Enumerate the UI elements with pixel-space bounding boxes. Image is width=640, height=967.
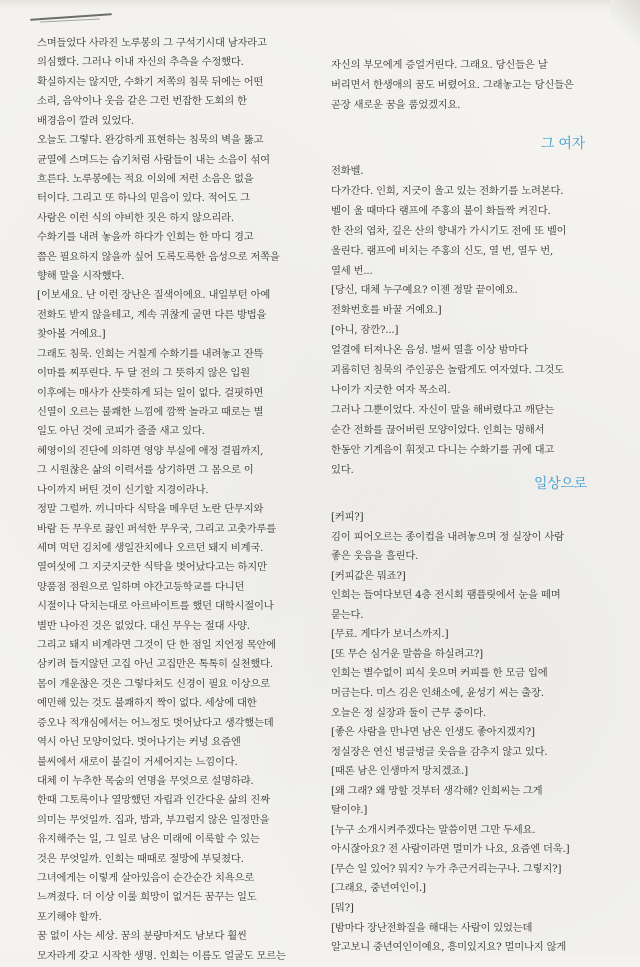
text-line: 곧장 새로운 꿈을 품었겠지요. bbox=[331, 98, 461, 111]
text-line: 의미는 무엇일까. 집과, 밥과, 부끄럽지 않은 일정만을 bbox=[37, 813, 270, 826]
text-line: 버리면서 한생애의 꿈도 버렸어요. 그래놓고는 당신들은 bbox=[331, 78, 574, 91]
text-line: 이마를 찌푸린다. 두 달 전의 그 뜻하지 않은 입원 bbox=[37, 367, 250, 380]
text-line: 얼결에 터져나온 음성. 벌써 열흘 이상 밤마다 bbox=[331, 344, 528, 357]
text-line: 몸이 개운찮은 것은 그렇다쳐도 신경이 필요 이상으로 bbox=[37, 677, 270, 690]
text-line: 정실장은 연신 벙글벙글 웃음을 감추지 않고 있다. bbox=[331, 745, 548, 758]
text-line: 나이까지 버틴 것이 신기할 지경이라나. bbox=[37, 483, 209, 496]
text-line: [뭐?] bbox=[331, 902, 354, 914]
text-line: [그래요, 중년여인이.] bbox=[331, 882, 426, 895]
section-heading-ilsang-euro: 일상으로 bbox=[534, 476, 587, 492]
text-line: 자신의 부모에게 증얼거린다. 그래요. 당신들은 날 bbox=[331, 59, 548, 71]
text-line: 알고보니 중년여인이예요, 흥미있지요? 멀미나지 않게 bbox=[331, 941, 567, 954]
text-line: 전화도 받지 않을테고, 계속 귀찮게 굴면 다른 방법을 bbox=[37, 308, 267, 321]
text-line: 의심했다. 그러나 이내 자신의 추측을 수정했다. bbox=[37, 56, 244, 69]
text-line: 흐른다. 노루봉에는 적요 이외에 저런 소음은 없을 bbox=[37, 172, 254, 185]
text-line: 배경음이 깔려 있었다. bbox=[37, 114, 134, 127]
text-line: [누구 소개시켜주겠다는 말씀이면 그만 두세요. bbox=[331, 823, 536, 836]
text-line: 전화벨. bbox=[331, 165, 364, 177]
text-line: 신열이 오르는 불쾌한 느낌에 깜짝 놀라고 때로는 별 bbox=[37, 405, 264, 418]
text-line: [커피?] bbox=[331, 511, 364, 523]
text-line: 인희는 들여다보던 4층 전시회 팸플릿에서 눈을 떼며 bbox=[331, 589, 561, 602]
text-line: 향해 말을 시작했다. bbox=[37, 270, 125, 283]
text-line: 수화기를 내려 놓을까 하다가 인희는 한 마디 경고 bbox=[37, 231, 254, 244]
text-line: 나이가 지긋한 여자 목소리. bbox=[331, 383, 451, 396]
text-line: 별반 나아진 것은 없었다. 대신 무우는 절대 사양. bbox=[37, 619, 250, 632]
text-line: [왜 그래? 왜 망할 것부터 생각해? 인희씨는 그게 bbox=[331, 784, 543, 797]
text-line: 한동안 기계음이 휘젓고 다니는 수화기를 귀에 대고 bbox=[331, 443, 555, 456]
text-line: [무슨 일 있어? 뭐지? 누가 추근거리는구나. 그렇지?] bbox=[331, 862, 562, 875]
text-line: 그 시원찮은 삶의 이력서를 상기하면 그 몸으로 이 bbox=[37, 464, 254, 477]
text-line: 시절이나 닥치는대로 아르바이트를 했던 대학시절이나 bbox=[37, 600, 274, 613]
text-line: 한때 그토록이나 열망했던 자립과 인간다운 삶의 진짜 bbox=[37, 794, 270, 807]
text-line: [좋은 사람을 만나면 남은 인생도 좋아지겠지?] bbox=[331, 726, 535, 739]
text-line: 찾아볼 거예요.] bbox=[37, 328, 106, 341]
text-line: [무료. 게다가 보너스까지.] bbox=[331, 628, 449, 641]
text-line: 탈이야.] bbox=[331, 804, 368, 817]
text-line: 증오나 적개심에서는 어느정도 벗어났다고 생각했는데 bbox=[37, 716, 274, 729]
text-line: 터이다. 그리고 또 하나의 믿음이 있다. 적어도 그 bbox=[37, 192, 250, 205]
text-line: 울린다. 램프에 비치는 주홍의 신도, 열 번, 열두 번, bbox=[331, 244, 554, 257]
text-line: [때론 남은 인생마저 망치겠죠.] bbox=[331, 765, 468, 778]
text-line: 양품점 점원으로 일하며 야간고등학교를 다니던 bbox=[37, 580, 245, 593]
text-line: 혜영이의 진단에 의하면 영양 부실에 애정 결핍까지, bbox=[37, 444, 264, 457]
text-line: 불씨에서 새로이 불길이 거세어지는 느낌이다. bbox=[37, 755, 238, 768]
text-line: 한 잔의 엽차, 깊은 산의 향내가 가시기도 전에 또 벨이 bbox=[331, 224, 567, 237]
page-curl-corner bbox=[610, 0, 640, 55]
text-line: 인희는 별수없이 피식 웃으며 커피를 한 모금 입에 bbox=[331, 667, 548, 680]
text-line: 쯤은 필요하지 않을까 싶어 도록도록한 음성으로 저쪽을 bbox=[37, 250, 280, 263]
text-line: 사람은 이런 식의 야비한 짓은 하지 않으리라. bbox=[37, 211, 234, 224]
text-line: 확실하지는 않지만, 수화기 저쪽의 침묵 뒤에는 어떤 bbox=[37, 75, 264, 88]
text-line: [밤마다 장난전화질을 해대는 사람이 있었는데 bbox=[331, 921, 533, 934]
text-line: 모자라게 갖고 시작한 생명. 인희는 이름도 얼굴도 모르는 bbox=[37, 949, 286, 962]
text-line: 스며들었다 사라진 노루봉의 그 구석기시대 남자라고 bbox=[37, 37, 267, 49]
text-line: [아니, 잠깐?...] bbox=[331, 324, 399, 337]
text-line: 열여섯에 그 지긋지긋한 식탁을 벗어났다고는 하지만 bbox=[37, 561, 267, 574]
text-line: 역시 아닌 모양이었다. 벗어나기는 커녕 요즘엔 bbox=[37, 736, 241, 749]
text-line: 그러나 그뿐이었다. 자신이 말을 해버렸다고 깨닫는 bbox=[331, 403, 555, 416]
text-line: [또 무슨 심거운 말씀을 하실려고?] bbox=[331, 647, 483, 660]
text-line: 그래도 침묵. 인희는 거칠게 수화기를 내려놓고 잔뜩 bbox=[37, 347, 264, 360]
text-line: 아시잖아요? 전 사람이라면 멀미가 나요, 요즘엔 더욱.] bbox=[331, 843, 570, 856]
text-line: 꿈 없이 사는 세상. 꿈의 분량마저도 남보다 훨씬 bbox=[37, 930, 247, 943]
text-line: 오늘은 정 실장과 둘이 근무 중이다. bbox=[331, 706, 486, 719]
text-line: 느껴졌다. 더 이상 이룰 희망이 없거든 꿈꾸는 일도 bbox=[37, 891, 257, 904]
text-line: [이보세요. 난 이런 장난은 질색이에요. 내일부턴 아예 bbox=[37, 289, 271, 302]
text-line: 일도 아닌 것에 코피가 줄줄 새고 있다. bbox=[37, 425, 205, 438]
text-line: 이후에는 매사가 산뜻하게 되는 일이 없다. 걸핏하면 bbox=[37, 386, 264, 399]
text-line: 것은 무엇일까. 인희는 때때로 절망에 부딪쳤다. bbox=[37, 852, 244, 865]
text-line: 오늘도 그렇다. 완강하게 표현하는 침묵의 벽을 뚫고 bbox=[37, 134, 264, 147]
text-line: 벨이 울 때마다 램프에 주홍의 불이 화들짝 켜진다. bbox=[331, 204, 551, 217]
text-line: 예민해 있는 것도 불쾌하지 짝이 없다. 세상에 대한 bbox=[37, 697, 257, 710]
text-line: 있다. bbox=[331, 463, 354, 476]
text-line: 전화번호를 바꿀 거예요.] bbox=[331, 304, 442, 317]
text-line: 순간 전화를 끊어버린 모양이었다. 인희는 멍해서 bbox=[331, 423, 545, 436]
text-line: 다가간다. 인희, 지긋이 울고 있는 전화기를 노려본다. bbox=[331, 184, 564, 197]
text-line: 좋은 웃음을 흘린다. bbox=[331, 550, 419, 563]
text-line: 괴롭히던 침묵의 주인공은 놀랍게도 여자였다. 그것도 bbox=[331, 364, 564, 376]
text-line: 열세 번... bbox=[331, 264, 373, 277]
text-line: 바람 든 무우로 끓인 퍼석한 무우국, 그리고 고춧가루를 bbox=[37, 522, 277, 535]
text-line: 정말 그럴까. 끼니마다 식탁을 메우던 노란 단무지와 bbox=[37, 503, 264, 516]
text-line: 세며 먹던 김치에 생일잔치에나 오르던 돼지 비계국. bbox=[37, 541, 264, 554]
text-line: 삼키려 들지않던 고집 아닌 고집만은 톡톡히 실천했다. bbox=[37, 658, 273, 671]
text-line: 그리고 돼지 비계라면 그것이 단 한 점일 지언정 목안에 bbox=[37, 639, 277, 652]
section-heading-geu-yeoja: 그 여자 bbox=[541, 136, 585, 152]
top-edge bbox=[0, 0, 640, 10]
text-line: 포기해야 할까. bbox=[37, 910, 102, 923]
text-line: 묻는다. bbox=[331, 608, 364, 621]
text-line: 김이 피어오르는 종이컵을 내려놓으며 정 실장이 사람 bbox=[331, 530, 564, 543]
text-line: [커피값은 뭐죠?] bbox=[331, 569, 406, 582]
text-line: 균열에 스며드는 습기처럼 사람들이 내는 소음이 섞여 bbox=[37, 153, 270, 166]
text-line: 대체 이 누추한 목숨의 연명을 무엇으로 설명하랴. bbox=[37, 774, 254, 787]
text-line: 유지해주는 일, 그 일로 남은 미래에 이룩할 수 있는 bbox=[37, 833, 260, 846]
text-line: 그녀에게는 이렇게 살아있음이 순간순간 치욕으로 bbox=[37, 872, 254, 885]
text-line: 소리, 음악이나 웃음 같은 그런 번잡한 도회의 한 bbox=[37, 95, 247, 108]
text-line: [당신, 대체 누구예요? 이젠 정말 끝이예요. bbox=[331, 284, 518, 297]
text-line: 머금는다. 미스 김은 인쇄소에, 윤성기 씨는 출장. bbox=[331, 686, 544, 699]
